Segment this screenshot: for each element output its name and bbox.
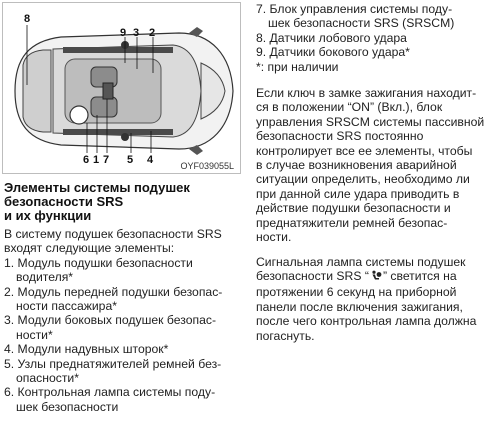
heading-line: Элементы системы подушек <box>4 180 190 195</box>
callout-2: 2 <box>149 27 156 39</box>
list-item-continuation: шек безопасности SRS (SRSCM) <box>268 16 455 31</box>
paragraph-line: ности. <box>256 230 292 245</box>
paragraph-line: ситуации определить, необходимо ли <box>256 172 470 187</box>
intro-line: В систему подушек безопасности SRS <box>4 227 222 241</box>
components-list-continued <box>256 2 496 74</box>
heading-line: безопасности SRS <box>4 194 124 209</box>
callout-8: 8 <box>24 13 31 25</box>
paragraph-line: протяжении 6 секунд на приборной <box>256 285 457 300</box>
paragraph-line: управления SRSCM системы пассивной <box>256 114 485 129</box>
list-item: 3. Модули боковых подушек безопас- <box>4 313 217 328</box>
footnote: *: при наличии <box>256 59 339 74</box>
list-item-continuation: ности пассажира* <box>16 299 117 314</box>
callout-6: 6 <box>83 154 90 166</box>
paragraph-line: действие подушки безопасности и <box>256 201 451 216</box>
paragraph-line: при данной силе удара приводить в <box>256 186 460 201</box>
intro-paragraph <box>4 227 240 256</box>
components-list <box>4 256 240 414</box>
callout-3: 3 <box>133 27 140 39</box>
paragraph-line: Сигнальная лампа системы подушек <box>256 254 466 269</box>
paragraph-line: в случае возникновения аварийной <box>256 158 457 173</box>
intro-line: входят следующие элементы: <box>4 241 175 256</box>
list-item: 8. Датчики лобового удара <box>256 30 407 45</box>
list-item-continuation: опасности* <box>16 371 79 386</box>
list-item: 2. Модуль передней подушки безопас- <box>4 284 223 299</box>
list-item: 1. Модуль подушки безопасности <box>4 255 193 270</box>
paragraph-line: ся в положении “ON” (Вкл.), блок <box>256 100 443 115</box>
car-diagram-figure <box>2 2 241 174</box>
list-item: 5. Узлы преднатяжителей ремней без- <box>4 356 222 371</box>
warning-light-paragraph <box>256 255 496 343</box>
monitoring-paragraph <box>256 86 496 244</box>
callout-5: 5 <box>127 154 134 166</box>
callout-9: 9 <box>120 27 127 39</box>
callout-1: 1 <box>93 154 100 166</box>
list-item: 9. Датчики бокового удара* <box>256 45 410 60</box>
list-item: 6. Контрольная лампа системы поду- <box>4 385 216 400</box>
list-item-continuation: водителя* <box>16 270 74 285</box>
airbag-warning-icon <box>370 270 382 285</box>
paragraph-line: безопасности SRS “ <box>256 268 369 283</box>
paragraph-line: после чего контрольная лампа должна <box>256 314 477 329</box>
paragraph-line: контролирует все ее элементы, чтобы <box>256 143 473 158</box>
list-item-continuation: шек безопасности <box>16 399 119 414</box>
callout-7: 7 <box>103 154 110 166</box>
heading-line: и их функции <box>4 208 92 223</box>
paragraph-line: безопасности SRS постоянно <box>256 129 424 144</box>
list-item: 7. Блок управления системы поду- <box>256 2 453 16</box>
right-column <box>256 2 496 343</box>
list-item: 4. Модули надувных шторок* <box>4 342 169 357</box>
paragraph-line: преднатяжители ремней безопас- <box>256 215 448 230</box>
section-heading <box>4 181 240 223</box>
left-column <box>4 181 240 414</box>
figure-code: OYF039055L <box>180 161 234 171</box>
paragraph-line: Если ключ в замке зажигания находит- <box>256 86 477 101</box>
callout-4: 4 <box>147 154 154 166</box>
paragraph-line: ” светится на <box>382 268 457 283</box>
list-item-continuation: ности* <box>16 327 53 342</box>
paragraph-line: панели после включения зажигания, <box>256 299 463 314</box>
paragraph-line: погаснуть. <box>256 328 315 343</box>
